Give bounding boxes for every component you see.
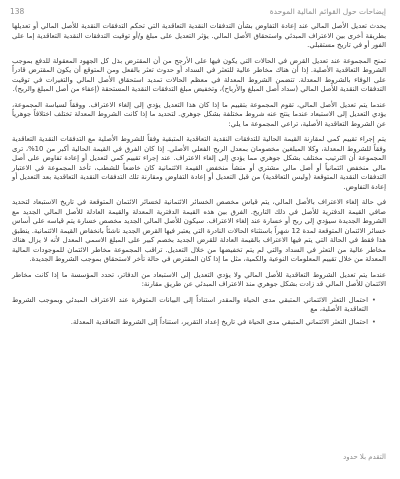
bullet-item: • احتمال التعثر الائتماني المتبقي مدى الحياة في تاريخ إعداد التقرير، استناداً إلى الشروط التعاقدية المعدلة. bbox=[12, 318, 376, 328]
paragraph: تمنح المجموعة عند تعديل القرض في الحالات التي يكون فيها على الأرجح من أن المقترض بذل كل الجهود المعقولة للدفع بموجب الشروط التعاقدية الأصلية. إذا أن هناك مخاطر عالية للتعثر في السداد أو حدوث تعثر بالفعل ومن المتوقع أن يكون المقترض قادراً على الوفاء بالشروط المعدلة. تتضمن الشروط المعدلة في معظم الحالات تمديد استحقاق الأصل المالي والتغيرات في توقيت التدفقات النقدية للأصل المالي (سداد أصل المبلغ والأرباح)، وتخفيض مبلغ التدفقات النقدية المستحقة (إعفاء من أصل المبلغ والربح). bbox=[12, 56, 386, 93]
paragraph: يحدث تعديل الأصل المالي عند إعادة التفاوض بشأن التدفقات النقدية التعاقدية التي تحكم التدفقات النقدية للأصل المالي أو تعديلها بطريقة أخرى بين الاعتراف المبدئي واستحقاق الأصل المالي. يؤثر التعديل على مبلغ و/أو توقيت التدفقات النقدية التعاقدية إما على الفور أو في تاريخ مستقبلي. bbox=[12, 22, 386, 49]
header-title: إيضاحات حول القوائم المالية الموحدة bbox=[269, 6, 386, 16]
bullet-list bbox=[12, 296, 386, 328]
paragraph: في حالة إلغاء الاعتراف بالأصل المالي، يتم قياس مخصص الخسائر الائتمانية لخسائر الائتمان المتوقعة في تاريخ الاستبعاد لتحديد صافي القيمة الدفترية للأصل في ذلك التاريخ. الفرق بين هذه القيمة الدفترية المعدلة والقيمة العادلة للأصل المالي الجديد مع الشروط الجديدة سيؤدي إلى ربح أو خسارة عند إلغاء الاعتراف. سيكون للأصل المالي الجديد مخصص خسارة يتم قياسه على أساس خسائر الائتمان المتوقعة لمدة 12 شهراً باستثناء الحالات النادرة التي يعتبر فيها القرض الجديد ناشئاً بانخفاض القيمة الائتمانية. ينطبق هذا فقط في الحالة التي يتم فيها الاعتراف بالقيمة العادلة للقرض الجديد بخصم كبير على المبلغ الاسمي المعدل لأنه لا يزال هناك مخاطر عالية من التعثر في السداد والتي لم يتم تخفيضها من خلال التعديل. تراقب المجموعة مخاطر الائتمان للموجودات المالية المعدلة من خلال تقييم المعلومات النوعية والكمية، مثل ما إذا كان المقترض في حالة تأخر لاستحقاق بموجب الشروط الجديدة. bbox=[12, 198, 386, 263]
page-header bbox=[10, 4, 386, 18]
paragraph: عندما يتم تعديل الشروط التعاقدية للأصل المالي ولا يؤدي التعديل إلى الاستبعاد من الدفاتر، تحدد المؤسسة ما إذا كانت مخاطر الائتمان للأصل المالي قد زادت بشكل جوهري منذ الاعتراف المبدئي عن طريق مقارنة: bbox=[12, 270, 386, 288]
bullet-item: • احتمال التعثر الائتماني المتبقي مدى الحياة والمقدر استناداً إلى البيانات المتوفرة عند الاعتراف المبدئي وبموجب الشروط التعاقدية الأصلية، مع bbox=[12, 296, 376, 315]
paragraph: عندما يتم تعديل الأصل المالي، تقوم المجموعة بتقييم ما إذا كان هذا التعديل يؤدي إلى إلغاء الاعتراف. ووفقاً لسياسة المجموعة، يؤدي التعديل إلى الاستبعاد عندما ينتج عنه شروط مختلفة بشكل جوهري. لتحديد ما إذا كانت الشروط المعدلة تختلف اختلافاً جوهرياً عن الشروط التعاقدية الأصلية، تراعي المجموعة ما يلي: bbox=[12, 100, 386, 128]
page-number: 138 bbox=[10, 6, 25, 16]
paragraph: يتم إجراء تقييم كمي لمقارنة القيمة الحالية للتدفقات النقدية التعاقدية المتبقية وفقاً للشروط الأصلية مع التدفقات النقدية التعاقدية وفقاً للشروط المعدلة، وكلا المبلغين مخصومان بمعدل الربح الفعلي الأصلي. إذا كان الفرق في القيمة الحالية أكبر من 10%، ترى المجموعة أن الترتيب مختلف بشكل جوهري مما يؤدي إلى إلغاء الاعتراف. عند إجراء تقييم كمي لتعديل أو إعادة تفاوض على أصل مالي منخفض ائتمانياً أو أصل مالي مشتري أو منشأ منخفض القيمة الائتمانية كان خاضعاً للشطب، تأخذ المجموعة في الاعتبار التدفقات النقدية المتوقعة (وليس التعاقدية) من قبل التعديل أو إعادة التفاوض ومقارنة تلك التدفقات النقدية التعاقدية بعد التعديل أو إعادة التفاوض. bbox=[12, 135, 387, 191]
body-text bbox=[12, 22, 386, 330]
page-footer: التقدم بلا حدود bbox=[343, 453, 386, 461]
